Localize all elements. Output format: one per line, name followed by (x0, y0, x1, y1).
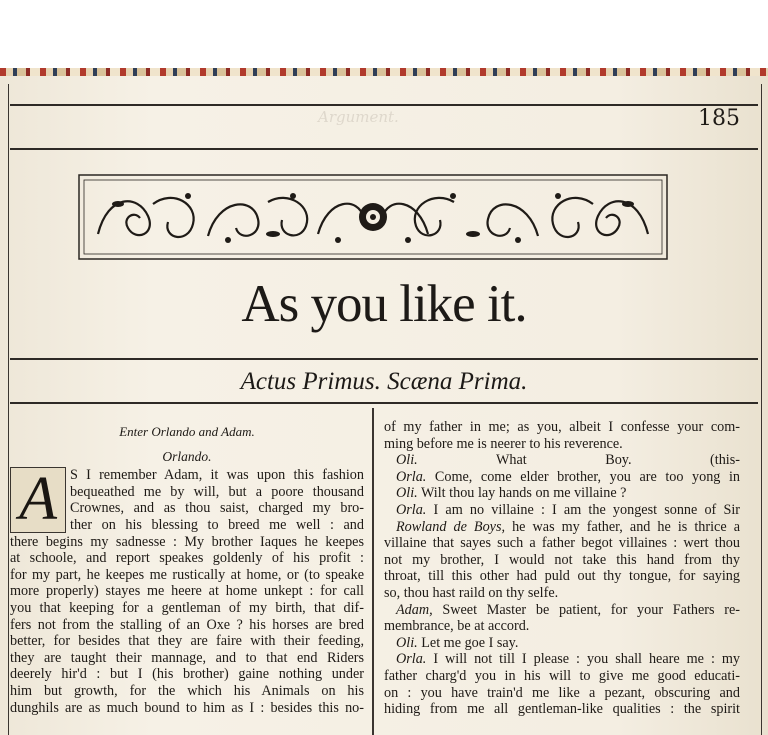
play-title: As you like it. (241, 275, 527, 333)
text-line: you that keeping for a gentleman of my birth, that dif- (10, 599, 364, 616)
dialogue-text: father charg'd you in his will to give me good educati- (384, 667, 740, 684)
text-line: S I remember Adam, it was upon this fashion (70, 467, 364, 484)
dialogue-line (384, 635, 740, 652)
text-line: deerely hir'd : but I (his brother) gaine nothing under (10, 666, 364, 683)
text-line: ther on his blessing to breed me well : and (70, 516, 364, 533)
act-scene-heading: Actus Primus. Scæna Prima. (240, 368, 528, 395)
text-line: dunghils are as much bound to him as I : besides this no- (10, 699, 364, 716)
speaker-name: Oli. (396, 485, 418, 502)
drop-cap (10, 467, 66, 533)
dialogue-line (384, 436, 740, 453)
header-rule (10, 148, 758, 150)
page-number: 185 (698, 106, 740, 131)
dialogue-line (384, 585, 740, 602)
drop-cap-letter: A (19, 465, 57, 534)
dialogue-line (384, 602, 740, 619)
speaker-name: Oli. (396, 452, 418, 469)
dialogue-text: not my brother, I would not take this hand from thy (384, 551, 740, 568)
dialogue-text: Wilt thou lay hands on me villaine ? (417, 485, 627, 502)
dialogue-line (384, 618, 740, 635)
dialogue-line (384, 519, 740, 536)
title-rule (10, 358, 758, 360)
dialogue-line (384, 668, 740, 685)
dialogue-text: on : you have train'd me like a pezant, obscuring and (384, 684, 740, 701)
dialogue-line (384, 502, 740, 519)
dialogue-text: Let me goe I say. (417, 634, 519, 651)
left-column (10, 419, 364, 716)
dialogue-line (384, 452, 740, 469)
speaker-name: Orla. (396, 468, 427, 485)
speaker-name: Orla. (396, 651, 427, 668)
dialogue-line (384, 701, 740, 718)
text-line: for my part, he keepes me rustically at home, or (to speake (10, 566, 364, 583)
speaker-name: Rowland de Boys, (396, 518, 506, 535)
speaker-name: Oli. (396, 634, 418, 651)
drop-cap-paragraph (10, 467, 364, 533)
text-line: fers not from the stalling of an Oxe ? his horses are bred (10, 616, 364, 633)
text-line: bequeathed me by will, but a poore thousand (70, 483, 364, 500)
dialogue-text: villaine that sayes such a father begot villaines : wert thou (384, 535, 740, 552)
act-rule (10, 402, 758, 404)
decorative-headpiece-ornament (78, 174, 668, 260)
dialogue-line (384, 535, 740, 552)
book-page (0, 76, 768, 735)
dialogue-text: membrance, be at accord. (384, 618, 530, 635)
stage-direction: Enter Orlando and Adam. (119, 424, 255, 439)
dialogue-line (384, 419, 740, 436)
dialogue-text: hiding from me all gentleman-like qualities : the spirit (384, 701, 740, 718)
top-rule (10, 104, 758, 106)
text-line: at schoole, and report speakes goldenly of his profit : (10, 550, 364, 567)
dialogue-text: Come, come elder brother, you are too yong in (426, 468, 740, 485)
speaker-name: Orla. (396, 501, 427, 518)
dialogue-text: What Boy. (this- (417, 452, 740, 469)
show-through-running-head: Argument. (318, 108, 399, 126)
text-line: better, for besides that they are faire with their feeding, (10, 633, 364, 650)
dialogue-line (384, 485, 740, 502)
dialogue-line (384, 552, 740, 569)
column-divider (372, 408, 374, 735)
dialogue-line (384, 568, 740, 585)
speaker-name: Adam, (396, 601, 433, 618)
text-line: Crownes, and as thou saist, charged my bro- (70, 500, 364, 517)
text-line: they are taught their mannage, and to that end Riders (10, 649, 364, 666)
dialogue-text: throat, till this other had puld out thy tongue, for saying (384, 568, 740, 585)
right-column (384, 419, 740, 718)
text-line: more properly) stayes me heere at home unkept : for call (10, 583, 364, 600)
dialogue-text: he was my father, and he is thrice a (505, 518, 740, 535)
dialogue-text: I will not till I please : you shall heare me : my (426, 651, 740, 668)
dialogue-text: of my father in me; as you, albeit I confesse your com- (384, 419, 740, 435)
dialogue-text: I am no villaine : I am the yongest sonne of Sir (426, 501, 740, 518)
dialogue-line (384, 469, 740, 486)
dialogue-text: ming before me is neerer to his reverence. (384, 435, 623, 452)
dialogue-text: so, thou hast raild on thy selfe. (384, 584, 559, 601)
dialogue-text: Sweet Master be patient, for your Fathers re- (432, 601, 740, 618)
dialogue-line (384, 685, 740, 702)
text-line: there begins my sadnesse : My brother Iaques he keepes (10, 533, 364, 550)
text-line: him but growth, for the which his Animals on his (10, 682, 364, 699)
speaker-heading: Orlando. (162, 448, 212, 464)
dialogue-line (384, 651, 740, 668)
